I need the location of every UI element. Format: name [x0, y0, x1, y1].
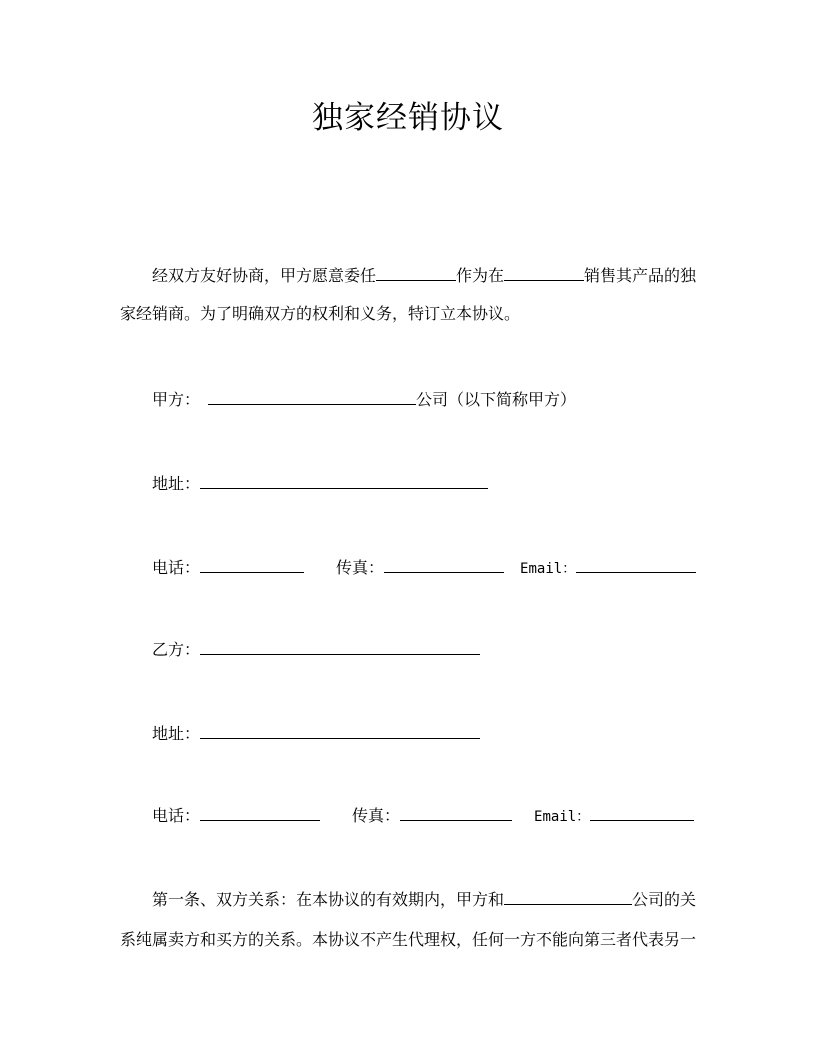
party-a-address-row: [152, 470, 488, 496]
party-a-phone-blank[interactable]: [200, 554, 304, 573]
party-b-row: [152, 636, 480, 662]
party-a-phone-label: 电话：: [152, 558, 201, 577]
party-a-contact-row: [152, 554, 696, 581]
party-b-email-label: Email：: [534, 809, 591, 825]
party-b-address-label: 地址：: [152, 724, 201, 743]
party-b-address-row: [152, 720, 480, 746]
intro-line-2: 家经销商。为了明确双方的权利和义务，特订立本协议。: [120, 304, 521, 323]
party-a-fax-label: 传真：: [336, 558, 385, 577]
article-1-line-2: 系纯属卖方和买方的关系。本协议不产生代理权，任何一方不能向第三者代表另一: [120, 930, 697, 949]
page-title: 独家经销协议: [312, 100, 504, 136]
party-b-contact-row: [152, 802, 694, 829]
party-b-label: 乙方：: [152, 640, 201, 659]
party-a-label: 甲方：: [152, 390, 201, 409]
party-a-row: [152, 386, 576, 412]
article-1-text-2: 公司的关: [632, 890, 697, 909]
party-b-address-blank[interactable]: [200, 720, 480, 739]
intro-text-2: 作为在: [456, 266, 505, 285]
party-a-fax-blank[interactable]: [384, 554, 504, 573]
article-1-company-blank[interactable]: [504, 886, 632, 905]
party-b-email-blank[interactable]: [590, 802, 694, 821]
intro-text-3: 销售其产品的独: [584, 266, 697, 285]
party-a-email-label: Email：: [520, 561, 577, 577]
intro-text-1: 经双方友好协商，甲方愿意委任: [152, 266, 377, 285]
party-b-name-blank[interactable]: [200, 636, 480, 655]
party-b-fax-blank[interactable]: [400, 802, 512, 821]
party-b-fax-label: 传真：: [352, 806, 401, 825]
article-1-text-1: 第一条、双方关系：在本协议的有效期内，甲方和: [152, 890, 505, 909]
party-a-name-blank[interactable]: [208, 386, 416, 405]
party-b-phone-label: 电话：: [152, 806, 201, 825]
party-a-suffix: 公司（以下简称甲方）: [416, 390, 577, 409]
appointee-blank[interactable]: [376, 262, 456, 281]
party-b-phone-blank[interactable]: [200, 802, 320, 821]
party-a-email-blank[interactable]: [576, 554, 696, 573]
intro-line-1: [152, 262, 696, 288]
party-a-address-label: 地址：: [152, 474, 201, 493]
party-a-address-blank[interactable]: [200, 470, 488, 489]
article-1-line-1: [152, 886, 696, 912]
territory-blank[interactable]: [504, 262, 584, 281]
